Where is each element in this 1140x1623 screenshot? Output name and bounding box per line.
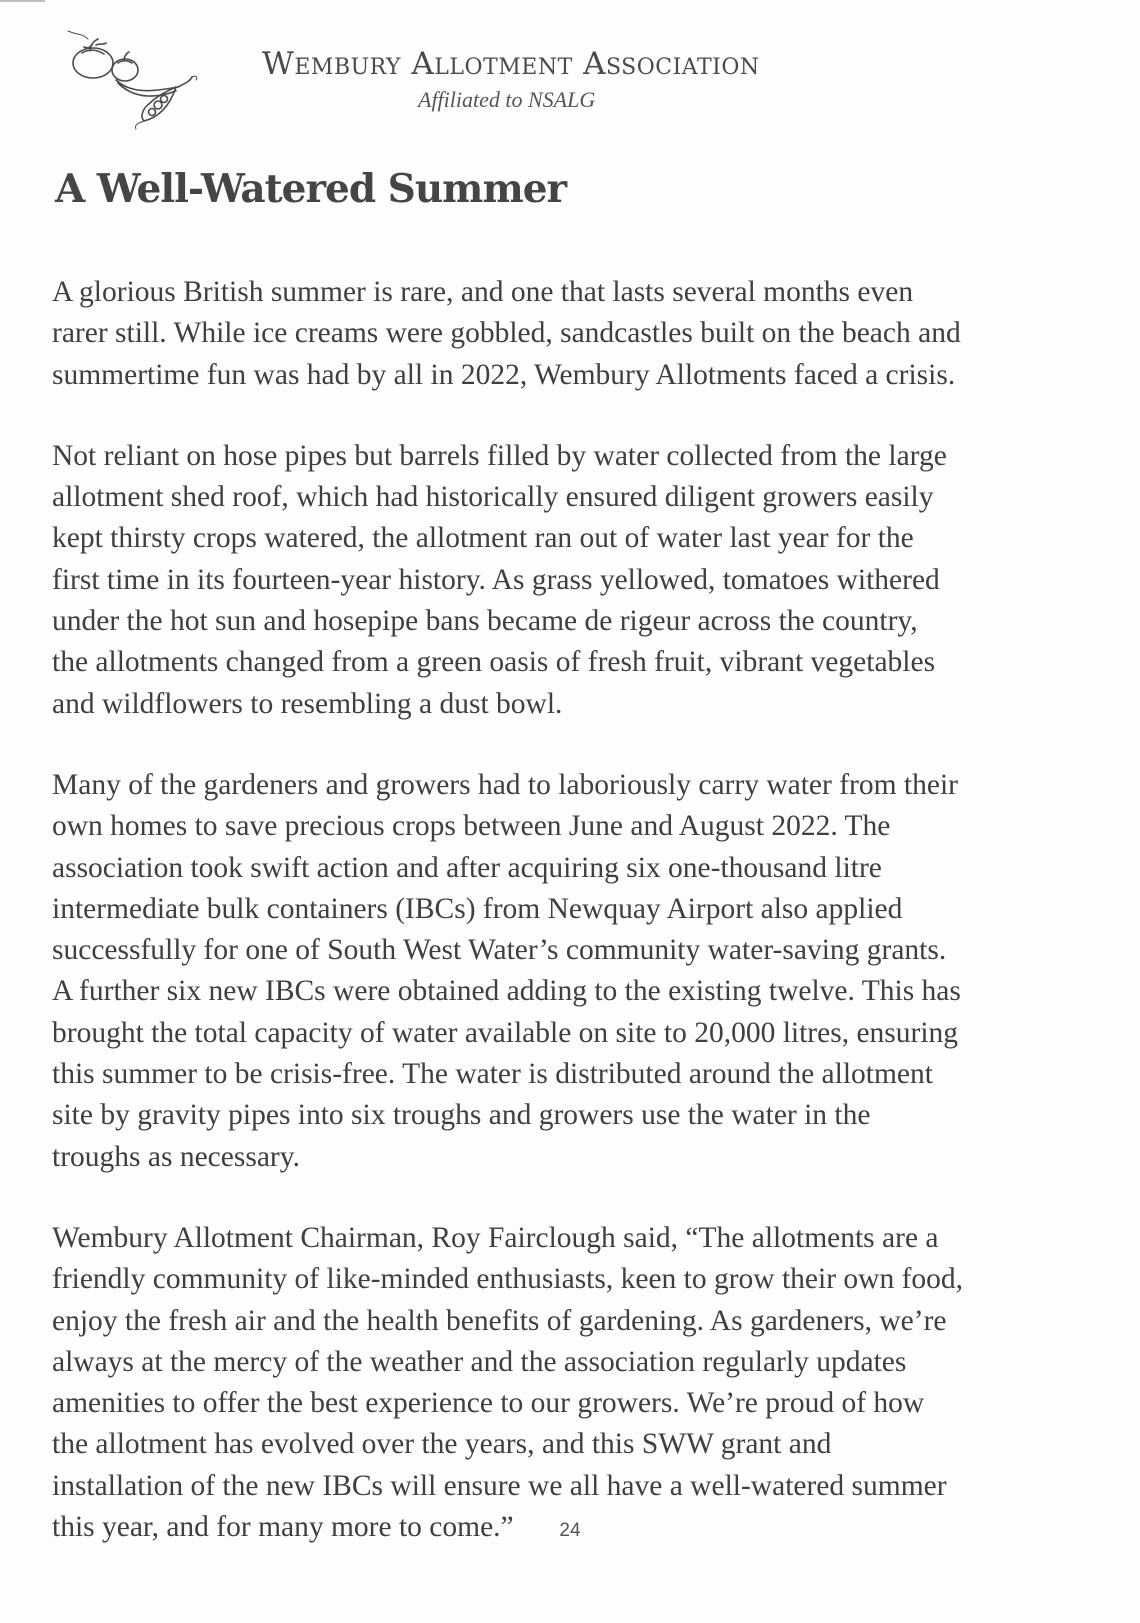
paragraph-water-crisis bbox=[52, 436, 1132, 725]
page-number: 24 bbox=[559, 1520, 581, 1541]
page-edge-mark bbox=[0, 0, 45, 2]
text-line: always at the mercy of the weather and the association regularly updates bbox=[52, 1345, 907, 1378]
text-line: first time in its fourteen-year history. As grass yellowed, tomatoes withered bbox=[52, 563, 940, 596]
text-line: and wildflowers to resembling a dust bowl. bbox=[52, 687, 563, 720]
text-line: amenities to offer the best experience to our growers. We’re proud of how bbox=[52, 1387, 925, 1420]
article-body bbox=[52, 272, 1132, 1588]
text-line: the allotments changed from a green oasis of fresh fruit, vibrant vegetables bbox=[52, 646, 936, 679]
text-line: successfully for one of South West Water’s community water-saving grants. bbox=[52, 934, 947, 967]
text-line: summertime fun was had by all in 2022, Wembury Allotments faced a crisis. bbox=[52, 358, 956, 391]
text-line: friendly community of like-minded enthusiasts, keen to grow their own food, bbox=[52, 1263, 964, 1296]
text-line: under the hot sun and hosepipe bans became de rigeur across the country, bbox=[52, 605, 918, 638]
text-line: enjoy the fresh air and the health benefits of gardening. As gardeners, we’re bbox=[52, 1304, 947, 1337]
text-line: Not reliant on hose pipes but barrels filled by water collected from the large bbox=[52, 439, 947, 472]
text-line: kept thirsty crops watered, the allotment ran out of water last year for the bbox=[52, 522, 914, 555]
text-line: troughs as necessary. bbox=[52, 1140, 300, 1173]
text-line: A glorious British summer is rare, and one that lasts several months even bbox=[52, 276, 914, 308]
text-line: site by gravity pipes into six troughs and growers use the water in the bbox=[52, 1099, 871, 1132]
text-line: Wembury Allotment Chairman, Roy Fairclough said, “The allotments are a bbox=[52, 1221, 939, 1254]
paragraph-chairman-quote bbox=[52, 1218, 1132, 1548]
text-line: this summer to be crisis-free. The water is distributed around the allotment bbox=[52, 1058, 933, 1091]
tomato-and-peapod-sketch-icon bbox=[60, 25, 210, 130]
text-line: rarer still. While ice creams were gobbled, sandcastles built on the beach and bbox=[52, 317, 961, 350]
article-title: A Well-Watered Summer bbox=[55, 166, 567, 212]
text-line: Many of the gardeners and growers had to laboriously carry water from their bbox=[52, 768, 958, 801]
text-line: brought the total capacity of water available on site to 20,000 litres, ensuring bbox=[52, 1016, 959, 1049]
text-line: intermediate bulk containers (IBCs) from Newquay Airport also applied bbox=[52, 892, 903, 925]
text-line: this year, and for many more to come.” bbox=[52, 1511, 514, 1544]
paragraph-intro bbox=[52, 272, 1132, 396]
text-line: allotment shed roof, which had historically ensured diligent growers easily bbox=[52, 481, 934, 514]
organization-name: Wembury Allotment Association bbox=[262, 46, 760, 82]
text-line: association took swift action and after acquiring six one-thousand litre bbox=[52, 851, 882, 884]
paragraph-ibc-grant bbox=[52, 765, 1132, 1178]
text-line: own homes to save precious crops between June and August 2022. The bbox=[52, 810, 891, 843]
text-line: the allotment has evolved over the years, and this SWW grant and bbox=[52, 1428, 832, 1461]
text-line: installation of the new IBCs will ensure we all have a well-watered summer bbox=[52, 1469, 947, 1502]
text-line: A further six new IBCs were obtained adding to the existing twelve. This has bbox=[52, 975, 961, 1008]
affiliation-tagline: Affiliated to NSALG bbox=[418, 87, 596, 112]
